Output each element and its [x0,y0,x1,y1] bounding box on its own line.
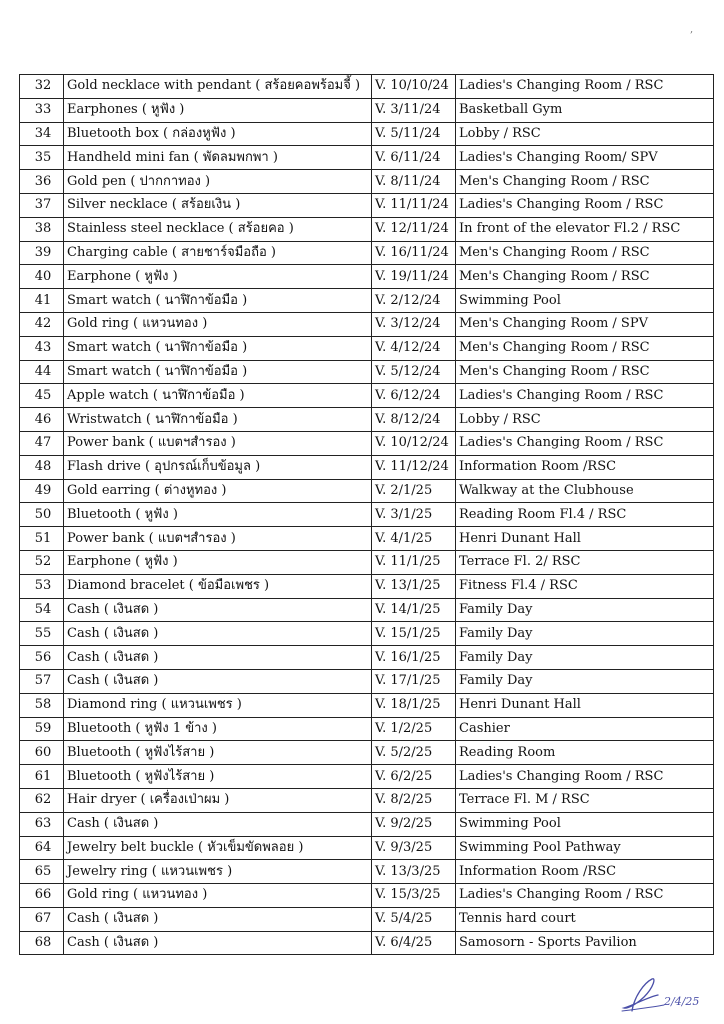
found-date: V. 6/11/24 [372,146,456,170]
item-description: Handheld mini fan ( พัดลมพกพา ) [64,146,372,170]
item-description: Gold ring ( แหวนทอง ) [64,884,372,908]
item-description: Cash ( เงินสด ) [64,931,372,955]
item-number: 64 [20,836,64,860]
item-number: 33 [20,98,64,122]
found-date: V. 11/12/24 [372,455,456,479]
item-number: 42 [20,312,64,336]
item-description: Smart watch ( นาฬิกาข้อมือ ) [64,336,372,360]
found-location: In front of the elevator Fl.2 / RSC [456,217,714,241]
found-location: Swimming Pool [456,289,714,313]
table-row [20,598,714,622]
table-row [20,669,714,693]
table-row [20,170,714,194]
found-date: V. 5/4/25 [372,907,456,931]
item-description: Hair dryer ( เครื่องเป่าผม ) [64,788,372,812]
item-number: 62 [20,788,64,812]
item-number: 44 [20,360,64,384]
found-date: V. 4/1/25 [372,527,456,551]
found-location: Reading Room Fl.4 / RSC [456,503,714,527]
found-location: Ladies's Changing Room / RSC [456,384,714,408]
item-number: 53 [20,574,64,598]
found-date: V. 4/12/24 [372,336,456,360]
item-number: 37 [20,193,64,217]
item-description: Silver necklace ( สร้อยเงิน ) [64,193,372,217]
found-date: V. 1/2/25 [372,717,456,741]
item-description: Jewelry belt buckle ( หัวเข็มขัดพลอย ) [64,836,372,860]
table-row [20,265,714,289]
item-number: 54 [20,598,64,622]
found-date: V. 15/1/25 [372,622,456,646]
item-number: 46 [20,408,64,432]
table-row [20,527,714,551]
table-row [20,788,714,812]
found-date: V. 8/2/25 [372,788,456,812]
table-row [20,122,714,146]
item-number: 59 [20,717,64,741]
item-description: Gold necklace with pendant ( สร้อยคอพร้อมจี้ ) [64,75,372,99]
item-description: Diamond bracelet ( ข้อมือเพชร ) [64,574,372,598]
item-number: 41 [20,289,64,313]
table-row [20,384,714,408]
item-description: Cash ( เงินสด ) [64,622,372,646]
table-row [20,717,714,741]
item-description: Apple watch ( นาฬิกาข้อมือ ) [64,384,372,408]
item-description: Wristwatch ( นาฬิกาข้อมือ ) [64,408,372,432]
item-number: 43 [20,336,64,360]
found-location: Walkway at the Clubhouse [456,479,714,503]
found-location: Samosorn - Sports Pavilion [456,931,714,955]
found-date: V. 3/12/24 [372,312,456,336]
found-location: Information Room /RSC [456,455,714,479]
signature-date: 2/4/25 [664,995,700,1008]
item-number: 63 [20,812,64,836]
found-location: Men's Changing Room / RSC [456,170,714,194]
found-date: V. 19/11/24 [372,265,456,289]
item-number: 55 [20,622,64,646]
found-date: V. 2/12/24 [372,289,456,313]
item-description: Charging cable ( สายชาร์จมือถือ ) [64,241,372,265]
item-number: 58 [20,693,64,717]
found-date: V. 5/12/24 [372,360,456,384]
item-number: 61 [20,765,64,789]
table-row [20,289,714,313]
found-date: V. 8/12/24 [372,408,456,432]
item-description: Cash ( เงินสด ) [64,907,372,931]
table-row [20,860,714,884]
table-row [20,312,714,336]
table-row [20,550,714,574]
found-date: V. 10/10/24 [372,75,456,99]
table-body [20,75,714,955]
found-location: Family Day [456,598,714,622]
found-location: Men's Changing Room / SPV [456,312,714,336]
item-number: 51 [20,527,64,551]
item-description: Cash ( เงินสด ) [64,598,372,622]
found-date: V. 5/2/25 [372,741,456,765]
found-date: V. 8/11/24 [372,170,456,194]
table-row [20,741,714,765]
item-description: Power bank ( แบตฯสำรอง ) [64,431,372,455]
table-row [20,408,714,432]
item-number: 39 [20,241,64,265]
found-date: V. 11/1/25 [372,550,456,574]
item-number: 36 [20,170,64,194]
found-date: V. 12/11/24 [372,217,456,241]
lost-and-found-sheet [19,74,714,955]
found-location: Men's Changing Room / RSC [456,241,714,265]
table-row [20,241,714,265]
found-date: V. 6/2/25 [372,765,456,789]
item-description: Flash drive ( อุปกรณ์เก็บข้อมูล ) [64,455,372,479]
item-number: 67 [20,907,64,931]
table-row [20,884,714,908]
found-location: Henri Dunant Hall [456,693,714,717]
found-date: V. 3/11/24 [372,98,456,122]
found-location: Reading Room [456,741,714,765]
item-number: 49 [20,479,64,503]
found-location: Family Day [456,669,714,693]
table-row [20,693,714,717]
found-location: Ladies's Changing Room / RSC [456,431,714,455]
found-location: Henri Dunant Hall [456,527,714,551]
found-location: Fitness Fl.4 / RSC [456,574,714,598]
item-number: 66 [20,884,64,908]
found-date: V. 17/1/25 [372,669,456,693]
item-number: 40 [20,265,64,289]
item-description: Smart watch ( นาฬิกาข้อมือ ) [64,360,372,384]
found-location: Ladies's Changing Room / RSC [456,75,714,99]
item-number: 47 [20,431,64,455]
table-row [20,360,714,384]
item-description: Gold ring ( แหวนทอง ) [64,312,372,336]
item-description: Gold earring ( ต่างหูทอง ) [64,479,372,503]
found-date: V. 18/1/25 [372,693,456,717]
item-number: 57 [20,669,64,693]
item-description: Stainless steel necklace ( สร้อยคอ ) [64,217,372,241]
item-number: 35 [20,146,64,170]
found-date: V. 6/4/25 [372,931,456,955]
found-date: V. 9/3/25 [372,836,456,860]
table-row [20,574,714,598]
item-description: Cash ( เงินสด ) [64,669,372,693]
item-description: Gold pen ( ปากกาทอง ) [64,170,372,194]
table-row [20,836,714,860]
table-row [20,503,714,527]
found-location: Family Day [456,622,714,646]
table-row [20,146,714,170]
table-row [20,907,714,931]
lost-items-table [19,74,714,955]
item-description: Bluetooth ( หูฟังไร้สาย ) [64,741,372,765]
found-date: V. 9/2/25 [372,812,456,836]
item-description: Jewelry ring ( แหวนเพชร ) [64,860,372,884]
table-row [20,217,714,241]
item-number: 48 [20,455,64,479]
found-location: Ladies's Changing Room / RSC [456,193,714,217]
table-row [20,646,714,670]
table-row [20,765,714,789]
found-date: V. 3/1/25 [372,503,456,527]
found-location: Terrace Fl. 2/ RSC [456,550,714,574]
table-row [20,622,714,646]
corner-mark: , [690,24,694,35]
item-number: 65 [20,860,64,884]
item-number: 32 [20,75,64,99]
found-location: Men's Changing Room / RSC [456,360,714,384]
table-row [20,336,714,360]
found-date: V. 11/11/24 [372,193,456,217]
handwritten-signature [614,975,714,1015]
item-description: Diamond ring ( แหวนเพชร ) [64,693,372,717]
item-description: Cash ( เงินสด ) [64,646,372,670]
found-location: Ladies's Changing Room / RSC [456,765,714,789]
found-location: Tennis hard court [456,907,714,931]
table-row [20,75,714,99]
item-description: Bluetooth ( หูฟัง ) [64,503,372,527]
table-row [20,479,714,503]
item-description: Smart watch ( นาฬิกาข้อมือ ) [64,289,372,313]
item-number: 56 [20,646,64,670]
found-location: Lobby / RSC [456,408,714,432]
found-location: Ladies's Changing Room / RSC [456,884,714,908]
found-date: V. 14/1/25 [372,598,456,622]
item-description: Earphone ( หูฟัง ) [64,265,372,289]
item-description: Power bank ( แบตฯสำรอง ) [64,527,372,551]
found-date: V. 2/1/25 [372,479,456,503]
item-description: Bluetooth box ( กล่องหูฟัง ) [64,122,372,146]
found-location: Cashier [456,717,714,741]
item-number: 34 [20,122,64,146]
found-location: Information Room /RSC [456,860,714,884]
item-number: 50 [20,503,64,527]
found-date: V. 13/3/25 [372,860,456,884]
found-location: Men's Changing Room / RSC [456,336,714,360]
item-description: Bluetooth ( หูฟังไร้สาย ) [64,765,372,789]
table-row [20,98,714,122]
table-row [20,455,714,479]
found-location: Swimming Pool [456,812,714,836]
found-location: Men's Changing Room / RSC [456,265,714,289]
table-row [20,193,714,217]
item-number: 52 [20,550,64,574]
found-date: V. 10/12/24 [372,431,456,455]
found-location: Swimming Pool Pathway [456,836,714,860]
table-row [20,431,714,455]
found-date: V. 16/1/25 [372,646,456,670]
item-number: 38 [20,217,64,241]
item-number: 68 [20,931,64,955]
table-row [20,812,714,836]
item-description: Cash ( เงินสด ) [64,812,372,836]
found-location: Basketball Gym [456,98,714,122]
item-description: Bluetooth ( หูฟัง 1 ข้าง ) [64,717,372,741]
found-date: V. 16/11/24 [372,241,456,265]
found-date: V. 6/12/24 [372,384,456,408]
item-number: 45 [20,384,64,408]
found-location: Family Day [456,646,714,670]
item-number: 60 [20,741,64,765]
item-description: Earphones ( หูฟัง ) [64,98,372,122]
found-date: V. 13/1/25 [372,574,456,598]
found-date: V. 15/3/25 [372,884,456,908]
item-description: Earphone ( หูฟัง ) [64,550,372,574]
found-location: Terrace Fl. M / RSC [456,788,714,812]
found-location: Ladies's Changing Room/ SPV [456,146,714,170]
found-date: V. 5/11/24 [372,122,456,146]
found-location: Lobby / RSC [456,122,714,146]
table-row [20,931,714,955]
